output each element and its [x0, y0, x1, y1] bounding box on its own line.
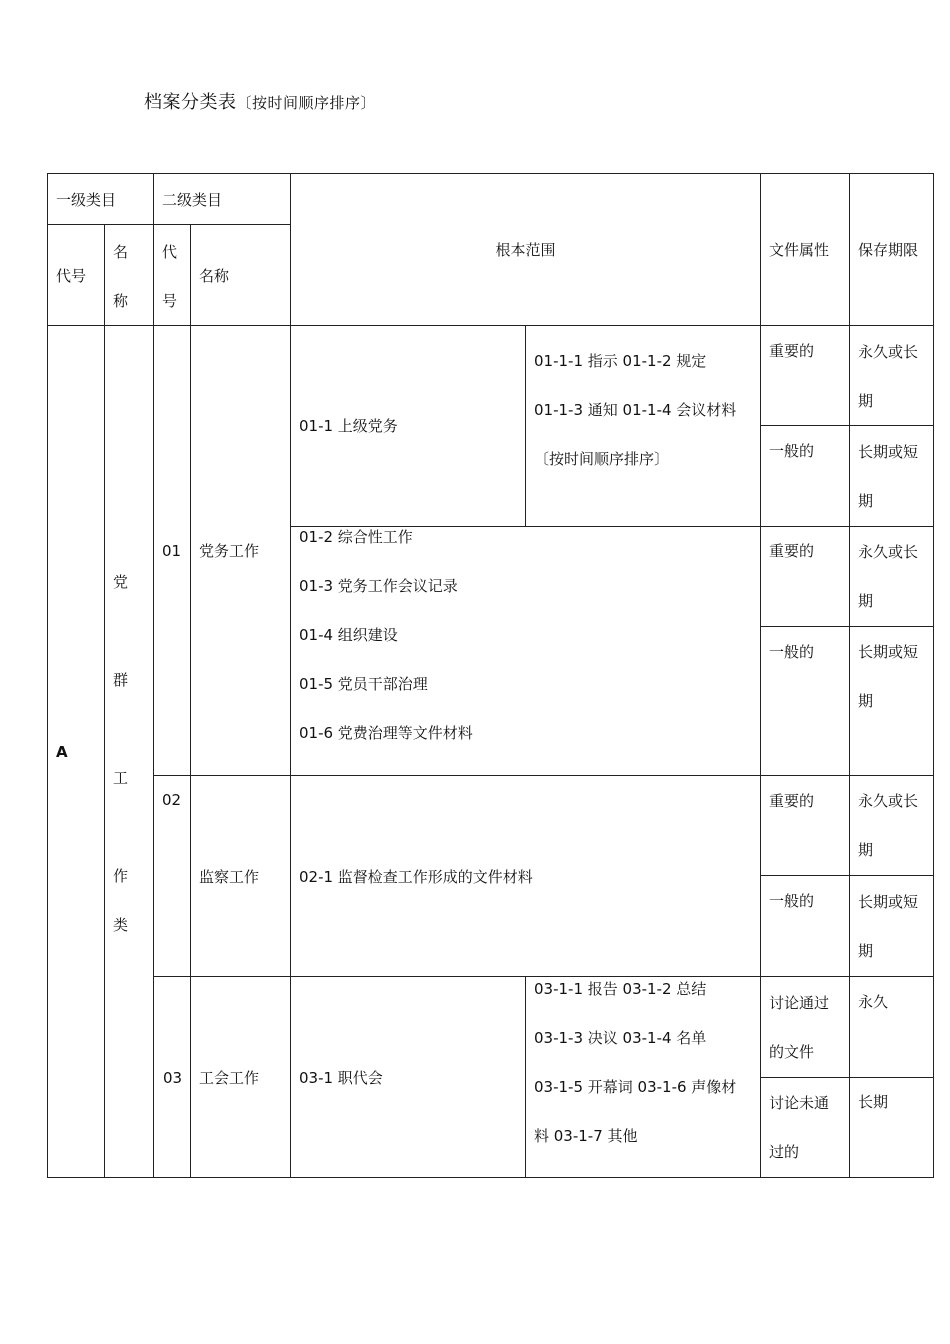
- row01-sub1-item: 01-1-3 通知 01-1-4 会议材料: [534, 401, 737, 419]
- ret-line: 期: [858, 841, 874, 859]
- ret-line: 长期或短: [858, 643, 919, 661]
- header-code2-char-1: 代: [162, 243, 178, 261]
- attr-line: 过的: [769, 1143, 800, 1161]
- row01-sub2-item: 01-2 综合性工作: [299, 528, 413, 546]
- category-name-char-2: 群: [113, 671, 129, 689]
- row02-name: 监察工作: [199, 868, 260, 886]
- header-attr: 文件属性: [769, 241, 830, 259]
- row03-code: 03: [163, 1069, 183, 1087]
- header-name-char-1: 名: [113, 243, 129, 261]
- ret-line: 长期或短: [858, 443, 919, 461]
- row01-sub2-item: 01-5 党员干部治理: [299, 675, 428, 693]
- row01-sub1-attr1: 重要的: [769, 342, 815, 360]
- row01-sub1-title: 01-1 上级党务: [299, 417, 398, 435]
- row02-attr1: 重要的: [769, 792, 815, 810]
- row03-item: 03-1-3 决议 03-1-4 名单: [534, 1029, 707, 1047]
- row03-sub-title: 03-1 职代会: [299, 1069, 383, 1087]
- page-title: [144, 88, 376, 114]
- header-name-vertical: [105, 228, 136, 326]
- header-code2-char-2: 号: [162, 292, 178, 310]
- title-main: 档案分类表: [144, 92, 237, 113]
- row01-sub2-ret1: [850, 528, 926, 626]
- attr-line: 的文件: [769, 1043, 815, 1061]
- header-level1: 一级类目: [56, 191, 117, 209]
- category-name-char-4: 作: [113, 867, 129, 885]
- ret-line: 永久或长: [858, 343, 919, 361]
- row02-scope: 02-1 监督检查工作形成的文件材料: [299, 868, 533, 886]
- row01-name: 党务工作: [199, 542, 260, 560]
- row01-sub1-attr2: 一般的: [769, 442, 815, 460]
- row02-attr2: 一般的: [769, 892, 815, 910]
- row01-sub2-item: 01-6 党费治理等文件材料: [299, 724, 473, 742]
- row01-sub2-attr2: 一般的: [769, 643, 815, 661]
- row01-sub1-item: 01-1-1 指示 01-1-2 规定: [534, 352, 707, 370]
- row01-sub2-ret2: [850, 628, 926, 726]
- header-level2: 二级类目: [162, 191, 223, 209]
- row02-ret1: [850, 777, 926, 875]
- row02-code: 02: [162, 791, 182, 809]
- row01-sub1-ret2: [850, 428, 926, 526]
- row01-sub2-item: 01-4 组织建设: [299, 626, 398, 644]
- ret-line: 期: [858, 692, 874, 710]
- category-name-char-1: 党: [113, 573, 129, 591]
- category-name-char-5: 类: [113, 916, 129, 934]
- ret-line: 永久或长: [858, 543, 919, 561]
- title-sub: 〔按时间顺序排序〕: [236, 94, 377, 112]
- row01-sub1-ret1: [850, 328, 926, 426]
- header-name-char-2: 称: [113, 292, 129, 310]
- header-code: 代号: [56, 267, 87, 285]
- row01-sub2-items: [291, 513, 481, 758]
- ret-line: 长期或短: [858, 893, 919, 911]
- attr-line: 讨论通过: [769, 994, 830, 1012]
- header-code2-vertical: [154, 228, 185, 326]
- attr-line: 讨论未通: [769, 1094, 830, 1112]
- row02-ret2: [850, 878, 926, 976]
- row03-item: 料 03-1-7 其他: [534, 1127, 638, 1145]
- row01-sub2-attr1: 重要的: [769, 542, 815, 560]
- ret-line: 永久或长: [858, 792, 919, 810]
- row01-sub1-item: 〔按时间顺序排序〕: [534, 450, 670, 468]
- header-scope: 根本范围: [495, 241, 556, 259]
- ret-line: 期: [858, 592, 874, 610]
- category-name-char-3: 工: [113, 769, 129, 787]
- header-name2: 名称: [199, 267, 230, 285]
- row03-attr1: [761, 979, 837, 1077]
- row03-ret1: 永久: [858, 993, 889, 1011]
- row01-sub2-item: 01-3 党务工作会议记录: [299, 577, 458, 595]
- ret-line: 期: [858, 942, 874, 960]
- row03-item: 03-1-5 开幕词 03-1-6 声像材: [534, 1078, 737, 1096]
- row03-ret2: 长期: [858, 1093, 889, 1111]
- row01-sub1-items: [526, 337, 744, 484]
- row01-code: 01: [162, 542, 182, 560]
- row03-items: [526, 965, 744, 1161]
- ret-line: 期: [858, 392, 874, 410]
- header-retention: 保存期限: [858, 241, 919, 259]
- ret-line: 期: [858, 492, 874, 510]
- row03-name: 工会工作: [199, 1069, 260, 1087]
- category-code: A: [56, 743, 68, 761]
- row03-attr2: [761, 1079, 837, 1177]
- row03-item: 03-1-1 报告 03-1-2 总结: [534, 980, 707, 998]
